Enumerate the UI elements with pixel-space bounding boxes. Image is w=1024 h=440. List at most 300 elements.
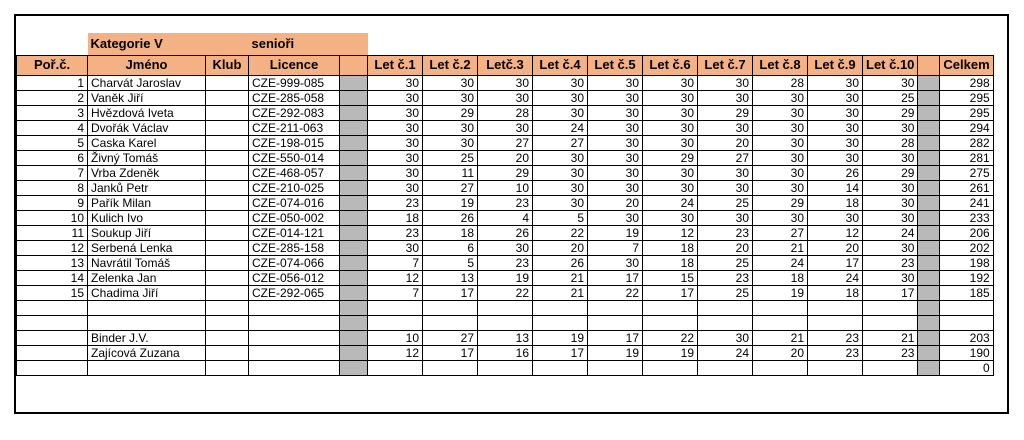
cell-score[interactable]: 11 — [423, 165, 478, 180]
cell-score[interactable]: 30 — [698, 120, 753, 135]
cell-score[interactable]: 19 — [423, 195, 478, 210]
cell-score[interactable] — [533, 315, 588, 330]
cell-score[interactable]: 30 — [423, 120, 478, 135]
cell-spacer[interactable] — [918, 75, 940, 90]
cell-score[interactable]: 22 — [533, 225, 588, 240]
cell-score[interactable]: 27 — [423, 180, 478, 195]
cell-score[interactable] — [863, 360, 918, 375]
cell-score[interactable]: 30 — [698, 180, 753, 195]
cell-score[interactable]: 30 — [368, 105, 423, 120]
cell-score[interactable]: 30 — [808, 210, 863, 225]
cell-score[interactable]: 4 — [478, 210, 533, 225]
cell-score[interactable]: 19 — [533, 330, 588, 345]
cell-spacer[interactable] — [340, 90, 368, 105]
cell-club[interactable] — [206, 315, 249, 330]
cell-score[interactable]: 30 — [533, 90, 588, 105]
cell-spacer[interactable] — [340, 105, 368, 120]
cell-score[interactable]: 30 — [808, 135, 863, 150]
cell-score[interactable]: 28 — [753, 75, 808, 90]
cell-score[interactable]: 24 — [533, 120, 588, 135]
cell-licence[interactable] — [249, 360, 340, 375]
cell-spacer[interactable] — [340, 330, 368, 345]
cell-score[interactable]: 18 — [643, 255, 698, 270]
cell-score[interactable]: 21 — [533, 270, 588, 285]
cell-spacer[interactable] — [918, 165, 940, 180]
cell-score[interactable]: 22 — [588, 285, 643, 300]
cell-rank[interactable]: 11 — [17, 225, 88, 240]
cell-score[interactable]: 17 — [863, 285, 918, 300]
cell-name[interactable]: Kulich Ivo — [88, 210, 206, 225]
cell-score[interactable]: 5 — [423, 255, 478, 270]
cell-club[interactable] — [206, 105, 249, 120]
cell-spacer[interactable] — [918, 105, 940, 120]
cell-name[interactable]: Janků Petr — [88, 180, 206, 195]
cell-licence[interactable] — [249, 330, 340, 345]
cell-spacer[interactable] — [340, 165, 368, 180]
cell-score[interactable]: 30 — [643, 120, 698, 135]
cell-score[interactable]: 30 — [698, 75, 753, 90]
cell-score[interactable]: 23 — [478, 255, 533, 270]
cell-rank[interactable]: 3 — [17, 105, 88, 120]
cell-spacer[interactable] — [918, 90, 940, 105]
cell-total[interactable]: 282 — [940, 135, 993, 150]
cell-spacer[interactable] — [340, 345, 368, 360]
cell-score[interactable]: 10 — [368, 330, 423, 345]
cell-spacer[interactable] — [340, 240, 368, 255]
cell-score[interactable]: 6 — [423, 240, 478, 255]
cell-club[interactable] — [206, 270, 249, 285]
cell-rank[interactable]: 8 — [17, 180, 88, 195]
cell-spacer[interactable] — [340, 225, 368, 240]
cell-score[interactable] — [368, 300, 423, 315]
cell-licence[interactable]: CZE-074-016 — [249, 195, 340, 210]
cell-spacer[interactable] — [340, 285, 368, 300]
cell-licence[interactable]: CZE-285-158 — [249, 240, 340, 255]
cell-score[interactable] — [478, 315, 533, 330]
cell-score[interactable]: 30 — [698, 330, 753, 345]
cell-spacer[interactable] — [340, 255, 368, 270]
cell-spacer[interactable] — [340, 270, 368, 285]
cell-score[interactable]: 26 — [533, 255, 588, 270]
cell-name[interactable]: Zajícová Zuzana — [88, 345, 206, 360]
cell-score[interactable]: 30 — [863, 240, 918, 255]
cell-spacer[interactable] — [340, 120, 368, 135]
cell-licence[interactable]: CZE-292-065 — [249, 285, 340, 300]
cell-spacer[interactable] — [918, 345, 940, 360]
cell-licence[interactable]: CZE-550-014 — [249, 150, 340, 165]
cell-score[interactable]: 30 — [808, 75, 863, 90]
cell-score[interactable]: 30 — [588, 255, 643, 270]
cell-score[interactable]: 30 — [863, 150, 918, 165]
cell-score[interactable] — [643, 315, 698, 330]
cell-name[interactable]: Soukup Jiří — [88, 225, 206, 240]
cell-score[interactable]: 30 — [698, 90, 753, 105]
cell-club[interactable] — [206, 120, 249, 135]
cell-rank[interactable] — [17, 360, 88, 375]
cell-club[interactable] — [206, 360, 249, 375]
cell-score[interactable]: 18 — [808, 285, 863, 300]
cell-score[interactable]: 20 — [533, 240, 588, 255]
cell-score[interactable]: 30 — [753, 135, 808, 150]
cell-club[interactable] — [206, 165, 249, 180]
cell-spacer[interactable] — [918, 180, 940, 195]
cell-club[interactable] — [206, 345, 249, 360]
cell-score[interactable]: 21 — [753, 330, 808, 345]
cell-rank[interactable]: 10 — [17, 210, 88, 225]
cell-name[interactable]: Zelenka Jan — [88, 270, 206, 285]
cell-score[interactable]: 30 — [478, 90, 533, 105]
cell-score[interactable] — [423, 315, 478, 330]
cell-score[interactable]: 24 — [808, 270, 863, 285]
cell-spacer[interactable] — [918, 270, 940, 285]
cell-rank[interactable]: 2 — [17, 90, 88, 105]
cell-spacer[interactable] — [340, 75, 368, 90]
cell-score[interactable]: 12 — [368, 345, 423, 360]
cell-score[interactable]: 23 — [698, 225, 753, 240]
cell-score[interactable] — [533, 360, 588, 375]
cell-rank[interactable]: 14 — [17, 270, 88, 285]
cell-score[interactable]: 30 — [588, 105, 643, 120]
cell-spacer[interactable] — [918, 330, 940, 345]
cell-total[interactable]: 185 — [940, 285, 993, 300]
cell-score[interactable]: 27 — [753, 225, 808, 240]
cell-score[interactable]: 20 — [588, 195, 643, 210]
cell-score[interactable]: 18 — [808, 195, 863, 210]
cell-total[interactable]: 202 — [940, 240, 993, 255]
cell-score[interactable]: 25 — [698, 285, 753, 300]
cell-score[interactable]: 19 — [478, 270, 533, 285]
cell-name[interactable] — [88, 300, 206, 315]
cell-score[interactable]: 30 — [368, 75, 423, 90]
cell-total[interactable]: 198 — [940, 255, 993, 270]
cell-spacer[interactable] — [340, 135, 368, 150]
cell-score[interactable]: 21 — [753, 240, 808, 255]
cell-score[interactable]: 20 — [478, 150, 533, 165]
cell-name[interactable]: Navrátil Tomáš — [88, 255, 206, 270]
cell-total[interactable]: 298 — [940, 75, 993, 90]
cell-score[interactable]: 30 — [588, 135, 643, 150]
cell-score[interactable]: 30 — [588, 165, 643, 180]
cell-score[interactable]: 18 — [368, 210, 423, 225]
cell-score[interactable]: 22 — [478, 285, 533, 300]
cell-club[interactable] — [206, 300, 249, 315]
cell-spacer[interactable] — [918, 135, 940, 150]
cell-score[interactable]: 30 — [588, 150, 643, 165]
cell-score[interactable]: 23 — [808, 330, 863, 345]
cell-score[interactable]: 21 — [533, 285, 588, 300]
cell-score[interactable]: 30 — [753, 150, 808, 165]
cell-score[interactable] — [808, 315, 863, 330]
cell-score[interactable]: 22 — [643, 330, 698, 345]
cell-score[interactable]: 29 — [423, 105, 478, 120]
cell-score[interactable] — [423, 300, 478, 315]
cell-name[interactable] — [88, 315, 206, 330]
cell-score[interactable] — [643, 300, 698, 315]
cell-licence[interactable]: CZE-211-063 — [249, 120, 340, 135]
cell-score[interactable]: 23 — [698, 270, 753, 285]
cell-score[interactable]: 30 — [588, 75, 643, 90]
cell-score[interactable]: 18 — [643, 240, 698, 255]
cell-rank[interactable]: 7 — [17, 165, 88, 180]
cell-score[interactable]: 16 — [478, 345, 533, 360]
cell-score[interactable]: 29 — [643, 150, 698, 165]
cell-name[interactable]: Vrba Zdeněk — [88, 165, 206, 180]
cell-score[interactable]: 30 — [423, 90, 478, 105]
cell-score[interactable] — [368, 360, 423, 375]
cell-rank[interactable]: 13 — [17, 255, 88, 270]
cell-score[interactable]: 19 — [588, 345, 643, 360]
cell-score[interactable]: 27 — [698, 150, 753, 165]
cell-score[interactable] — [588, 360, 643, 375]
cell-score[interactable]: 29 — [863, 165, 918, 180]
cell-club[interactable] — [206, 195, 249, 210]
cell-spacer[interactable] — [340, 315, 368, 330]
cell-score[interactable]: 30 — [368, 90, 423, 105]
cell-score[interactable] — [643, 360, 698, 375]
cell-club[interactable] — [206, 225, 249, 240]
cell-score[interactable]: 30 — [588, 120, 643, 135]
cell-licence[interactable] — [249, 300, 340, 315]
cell-total[interactable]: 294 — [940, 120, 993, 135]
cell-licence[interactable]: CZE-014-121 — [249, 225, 340, 240]
cell-licence[interactable]: CZE-292-083 — [249, 105, 340, 120]
cell-score[interactable]: 30 — [423, 75, 478, 90]
cell-score[interactable]: 24 — [643, 195, 698, 210]
cell-score[interactable]: 23 — [368, 225, 423, 240]
cell-rank[interactable]: 12 — [17, 240, 88, 255]
cell-score[interactable]: 7 — [588, 240, 643, 255]
cell-score[interactable]: 30 — [533, 180, 588, 195]
cell-licence[interactable] — [249, 345, 340, 360]
cell-score[interactable]: 30 — [368, 150, 423, 165]
cell-score[interactable]: 30 — [863, 210, 918, 225]
cell-score[interactable]: 30 — [808, 120, 863, 135]
cell-score[interactable] — [863, 315, 918, 330]
cell-score[interactable] — [698, 300, 753, 315]
cell-score[interactable] — [808, 300, 863, 315]
cell-total[interactable]: 0 — [940, 360, 993, 375]
cell-licence[interactable]: CZE-074-066 — [249, 255, 340, 270]
cell-score[interactable]: 30 — [808, 150, 863, 165]
cell-score[interactable]: 30 — [753, 105, 808, 120]
cell-score[interactable] — [808, 360, 863, 375]
cell-spacer[interactable] — [340, 180, 368, 195]
cell-total[interactable]: 275 — [940, 165, 993, 180]
cell-score[interactable]: 30 — [423, 135, 478, 150]
cell-score[interactable]: 30 — [588, 90, 643, 105]
cell-spacer[interactable] — [340, 360, 368, 375]
cell-score[interactable]: 30 — [753, 210, 808, 225]
cell-name[interactable]: Chadima Jiří — [88, 285, 206, 300]
cell-rank[interactable] — [17, 345, 88, 360]
cell-name[interactable]: Hvězdová Iveta — [88, 105, 206, 120]
cell-rank[interactable]: 4 — [17, 120, 88, 135]
cell-score[interactable]: 30 — [808, 90, 863, 105]
cell-score[interactable]: 25 — [698, 255, 753, 270]
cell-score[interactable]: 24 — [698, 345, 753, 360]
cell-score[interactable] — [478, 300, 533, 315]
cell-score[interactable]: 23 — [478, 195, 533, 210]
cell-score[interactable]: 27 — [423, 330, 478, 345]
cell-licence[interactable]: CZE-999-085 — [249, 75, 340, 90]
cell-score[interactable]: 30 — [863, 75, 918, 90]
cell-score[interactable]: 17 — [808, 255, 863, 270]
cell-score[interactable]: 13 — [423, 270, 478, 285]
cell-score[interactable]: 7 — [368, 285, 423, 300]
cell-score[interactable]: 17 — [423, 345, 478, 360]
cell-score[interactable]: 26 — [808, 165, 863, 180]
cell-club[interactable] — [206, 210, 249, 225]
cell-score[interactable]: 29 — [863, 105, 918, 120]
cell-score[interactable] — [753, 300, 808, 315]
cell-total[interactable]: 206 — [940, 225, 993, 240]
cell-total[interactable]: 261 — [940, 180, 993, 195]
cell-score[interactable] — [588, 315, 643, 330]
cell-name[interactable]: Živný Tomáš — [88, 150, 206, 165]
cell-score[interactable]: 30 — [863, 120, 918, 135]
cell-rank[interactable]: 5 — [17, 135, 88, 150]
cell-score[interactable]: 20 — [753, 345, 808, 360]
cell-total[interactable]: 281 — [940, 150, 993, 165]
cell-name[interactable]: Binder J.V. — [88, 330, 206, 345]
cell-total[interactable]: 233 — [940, 210, 993, 225]
cell-spacer[interactable] — [340, 195, 368, 210]
cell-score[interactable]: 30 — [698, 210, 753, 225]
cell-score[interactable] — [753, 315, 808, 330]
cell-score[interactable]: 30 — [643, 105, 698, 120]
cell-score[interactable]: 30 — [863, 180, 918, 195]
cell-licence[interactable]: CZE-210-025 — [249, 180, 340, 195]
cell-licence[interactable]: CZE-285-058 — [249, 90, 340, 105]
cell-score[interactable]: 21 — [863, 330, 918, 345]
cell-score[interactable]: 17 — [588, 270, 643, 285]
cell-score[interactable]: 24 — [753, 255, 808, 270]
cell-score[interactable]: 20 — [698, 240, 753, 255]
cell-spacer[interactable] — [918, 360, 940, 375]
cell-score[interactable]: 10 — [478, 180, 533, 195]
cell-score[interactable]: 15 — [643, 270, 698, 285]
cell-spacer[interactable] — [918, 120, 940, 135]
cell-spacer[interactable] — [918, 315, 940, 330]
cell-club[interactable] — [206, 240, 249, 255]
cell-score[interactable]: 26 — [423, 210, 478, 225]
cell-spacer[interactable] — [918, 195, 940, 210]
cell-score[interactable]: 30 — [368, 135, 423, 150]
cell-score[interactable]: 30 — [478, 75, 533, 90]
cell-rank[interactable]: 9 — [17, 195, 88, 210]
cell-score[interactable]: 25 — [698, 195, 753, 210]
cell-rank[interactable] — [17, 315, 88, 330]
cell-score[interactable]: 19 — [643, 345, 698, 360]
cell-score[interactable]: 30 — [753, 90, 808, 105]
cell-rank[interactable]: 1 — [17, 75, 88, 90]
cell-score[interactable]: 30 — [368, 180, 423, 195]
cell-score[interactable]: 30 — [753, 165, 808, 180]
cell-score[interactable]: 30 — [698, 165, 753, 180]
cell-licence[interactable]: CZE-468-057 — [249, 165, 340, 180]
cell-club[interactable] — [206, 135, 249, 150]
cell-spacer[interactable] — [340, 210, 368, 225]
cell-score[interactable] — [588, 300, 643, 315]
cell-score[interactable]: 30 — [643, 165, 698, 180]
cell-score[interactable]: 29 — [753, 195, 808, 210]
cell-club[interactable] — [206, 330, 249, 345]
cell-score[interactable]: 30 — [863, 195, 918, 210]
cell-score[interactable]: 30 — [588, 210, 643, 225]
cell-club[interactable] — [206, 285, 249, 300]
cell-spacer[interactable] — [918, 210, 940, 225]
cell-total[interactable]: 190 — [940, 345, 993, 360]
cell-score[interactable]: 23 — [368, 195, 423, 210]
cell-score[interactable]: 18 — [423, 225, 478, 240]
cell-total[interactable] — [940, 300, 993, 315]
cell-score[interactable]: 30 — [368, 165, 423, 180]
cell-score[interactable]: 30 — [643, 135, 698, 150]
cell-score[interactable]: 30 — [533, 75, 588, 90]
cell-club[interactable] — [206, 75, 249, 90]
cell-name[interactable]: Caska Karel — [88, 135, 206, 150]
cell-rank[interactable] — [17, 300, 88, 315]
cell-score[interactable]: 19 — [588, 225, 643, 240]
cell-name[interactable]: Serbená Lenka — [88, 240, 206, 255]
cell-score[interactable] — [863, 300, 918, 315]
cell-spacer[interactable] — [918, 285, 940, 300]
cell-club[interactable] — [206, 180, 249, 195]
cell-name[interactable]: Charvát Jaroslav — [88, 75, 206, 90]
cell-score[interactable] — [698, 315, 753, 330]
cell-score[interactable]: 30 — [368, 120, 423, 135]
cell-score[interactable]: 23 — [863, 345, 918, 360]
cell-licence[interactable]: CZE-056-012 — [249, 270, 340, 285]
cell-spacer[interactable] — [918, 150, 940, 165]
cell-rank[interactable] — [17, 330, 88, 345]
cell-score[interactable]: 29 — [478, 165, 533, 180]
cell-spacer[interactable] — [340, 300, 368, 315]
cell-spacer[interactable] — [918, 225, 940, 240]
cell-score[interactable]: 28 — [863, 135, 918, 150]
cell-score[interactable] — [533, 300, 588, 315]
cell-spacer[interactable] — [918, 300, 940, 315]
cell-score[interactable]: 30 — [643, 180, 698, 195]
cell-score[interactable] — [423, 360, 478, 375]
cell-score[interactable]: 30 — [863, 270, 918, 285]
cell-score[interactable]: 26 — [478, 225, 533, 240]
cell-score[interactable]: 27 — [478, 135, 533, 150]
cell-score[interactable]: 25 — [863, 90, 918, 105]
cell-score[interactable]: 27 — [533, 135, 588, 150]
cell-score[interactable] — [478, 360, 533, 375]
cell-licence[interactable]: CZE-050-002 — [249, 210, 340, 225]
cell-score[interactable]: 30 — [588, 180, 643, 195]
cell-score[interactable]: 13 — [478, 330, 533, 345]
cell-score[interactable]: 30 — [478, 240, 533, 255]
cell-score[interactable]: 30 — [753, 120, 808, 135]
cell-score[interactable]: 17 — [643, 285, 698, 300]
cell-score[interactable]: 30 — [643, 90, 698, 105]
cell-score[interactable]: 30 — [533, 165, 588, 180]
cell-club[interactable] — [206, 150, 249, 165]
cell-score[interactable]: 14 — [808, 180, 863, 195]
cell-score[interactable]: 25 — [423, 150, 478, 165]
cell-score[interactable]: 20 — [808, 240, 863, 255]
cell-score[interactable]: 5 — [533, 210, 588, 225]
cell-licence[interactable]: CZE-198-015 — [249, 135, 340, 150]
cell-score[interactable]: 30 — [753, 180, 808, 195]
cell-licence[interactable] — [249, 315, 340, 330]
cell-name[interactable]: Dvořák Václav — [88, 120, 206, 135]
cell-score[interactable]: 30 — [643, 75, 698, 90]
cell-score[interactable]: 12 — [808, 225, 863, 240]
